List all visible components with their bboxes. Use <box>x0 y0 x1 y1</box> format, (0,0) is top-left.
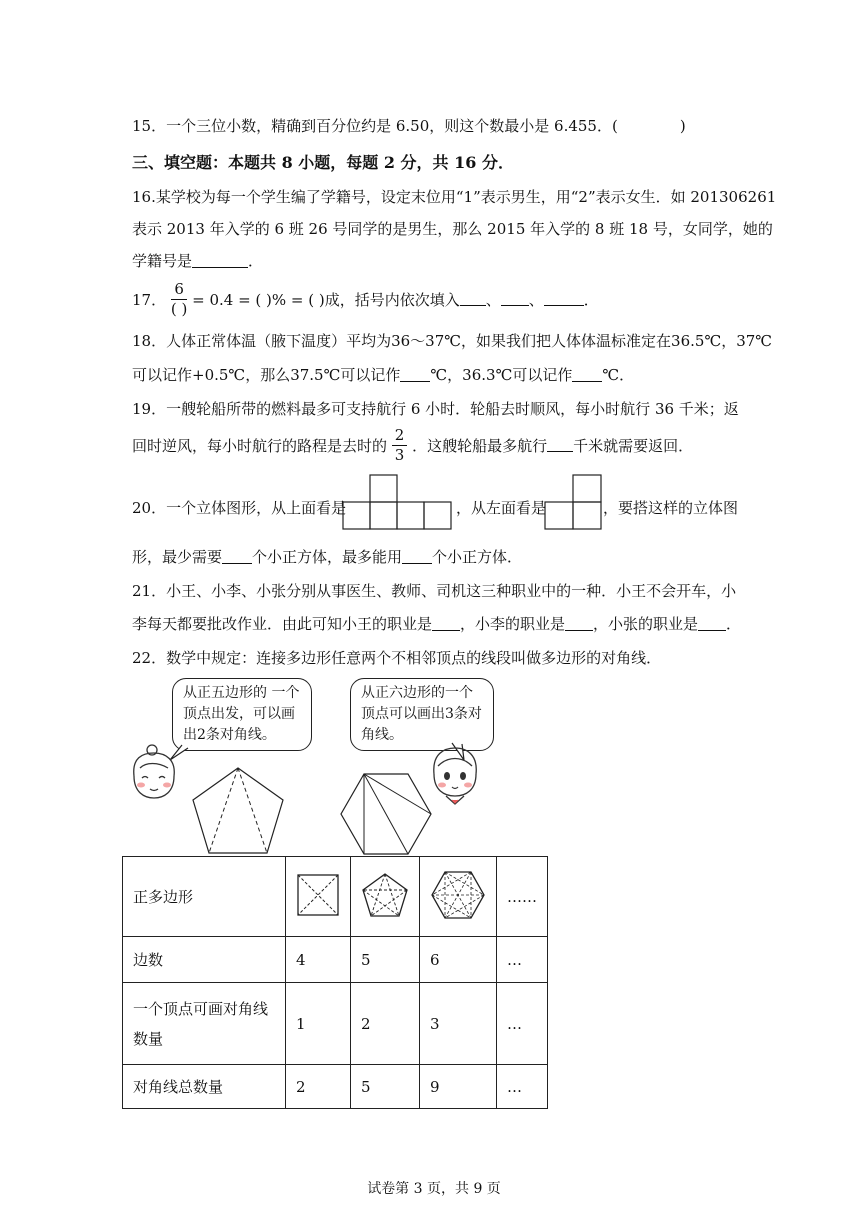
row-header: 对角线总数量 <box>123 1065 286 1109</box>
fraction <box>392 428 408 463</box>
question-19-line-1: 19．一艘轮船所带的燃料最多可支持航行 6 小时．轮船去时顺风，每小时航行 36 千米；返 <box>132 400 739 418</box>
fraction-denominator: 3 <box>394 446 405 464</box>
row-header: 一个顶点可画对角线数量 <box>123 983 286 1065</box>
square-diagonals-icon <box>296 873 340 917</box>
square-cell <box>286 857 351 937</box>
pentagon-cell <box>351 857 420 937</box>
question-21-text-b: ，小李的职业是 <box>460 615 566 633</box>
section-heading: 三、填空题：本题共 8 小题，每题 2 分，共 16 分． <box>132 153 514 172</box>
question-20-part-1: 20．一个立体图形，从上面看是 <box>132 499 347 517</box>
question-20-text-b: 个小正方体，最多能用 <box>252 548 403 566</box>
question-19-line-2 <box>132 428 693 463</box>
left-view-figure <box>544 474 602 530</box>
question-19-text-b: ．这艘轮船最多航行 <box>412 437 548 455</box>
fraction-denominator: ( ) <box>170 300 188 318</box>
answer-blank[interactable] <box>547 437 573 452</box>
question-21-text-c: ，小张的职业是 <box>593 615 699 633</box>
question-20-part-3: ，要搭这样的立体图 <box>603 499 739 517</box>
answer-blank-1[interactable] <box>432 616 460 631</box>
table-cell: 3 <box>420 983 497 1065</box>
question-18-text-b: ℃，36.3℃可以记作 <box>430 366 573 384</box>
question-21-line-1: 21．小王、小李、小张分别从事医生、教师、司机这三种职业中的一种．小王不会开车，小 <box>132 582 737 600</box>
question-20-text-c: 个小正方体． <box>432 548 523 566</box>
table-cell: 5 <box>351 937 420 983</box>
question-18-line-2 <box>132 364 634 385</box>
answer-blank-2[interactable] <box>572 367 602 382</box>
question-15 <box>132 115 686 136</box>
question-21-text-a: 李每天都要批改作业．由此可知小王的职业是 <box>132 615 433 633</box>
question-20-text-a: 形，最少需要 <box>132 548 223 566</box>
table-cell: 5 <box>351 1065 420 1109</box>
speech-bubble-girl: 从正五边形的 一个顶点出发，可以画出2条对角线。 <box>172 678 312 751</box>
row-header: 边数 <box>123 937 286 983</box>
table-cell: 4 <box>286 937 351 983</box>
hexagon-all-diagonals-icon <box>430 870 486 920</box>
table-cell: 9 <box>420 1065 497 1109</box>
answer-blank[interactable] <box>192 253 248 268</box>
question-20-part-2: ，从左面看是 <box>456 499 547 517</box>
question-18-line-1: 18．人体正常体温（腋下温度）平均为36～37℃，如果我们把人体体温标准定在36.5℃，37℃ <box>132 332 773 350</box>
hexagon-diagonals-figure <box>338 772 434 856</box>
top-view-figure <box>342 474 454 530</box>
ellipsis-cell: …… <box>497 857 548 937</box>
question-22-text: 22．数学中规定：连接多边形任意两个不相邻顶点的线段叫做多边形的对角线． <box>132 649 662 667</box>
answer-blank-2[interactable] <box>402 549 432 564</box>
fraction-numerator: 6 <box>171 282 187 300</box>
answer-blank-2[interactable] <box>501 291 529 306</box>
question-16-line-3 <box>132 250 263 271</box>
answer-blank-3[interactable] <box>544 291 584 306</box>
separator: 、 <box>528 291 544 309</box>
punct: ． <box>248 252 264 270</box>
question-16-line-2: 表示 2013 年入学的 6 班 26 号同学的是男生，那么 2015 年入学的 8 班 18 号，女同学，她的 <box>132 220 773 238</box>
table-cell: 1 <box>286 983 351 1065</box>
question-16-line-1: 16.某学校为每一个学生编了学籍号，设定末位用“1”表示男生，用“2”表示女生．如 201306261 <box>132 188 777 206</box>
page-footer: 试卷第 3 页，共 9 页 <box>367 1181 501 1197</box>
hexagon-cell <box>420 857 497 937</box>
answer-blank-1[interactable] <box>460 291 486 306</box>
polygon-diagonal-table <box>122 856 548 1109</box>
table-cell: 2 <box>351 983 420 1065</box>
answer-blank-1[interactable] <box>222 549 252 564</box>
question-17-text: = 0.4 = ( )% = ( )成，括号内依次填入 <box>192 291 460 309</box>
question-17-label: 17． <box>132 291 167 309</box>
boy-cartoon-icon <box>428 744 482 806</box>
table-row <box>123 937 548 983</box>
question-15-close: ) <box>679 117 686 135</box>
pentagon-all-diagonals-icon <box>361 872 409 918</box>
table-cell: 2 <box>286 1065 351 1109</box>
question-19-text-c: 千米就需要返回． <box>573 437 694 455</box>
row-header: 正多边形 <box>123 857 286 937</box>
table-cell: … <box>497 937 548 983</box>
question-19-text-a: 回时逆风，每小时航行的路程是去时的 <box>132 437 388 455</box>
fraction-numerator: 2 <box>392 428 408 446</box>
table-row <box>123 1065 548 1109</box>
question-18-text-a: 可以记作+0.5℃，那么37.5℃可以记作 <box>132 366 401 384</box>
punct: ． <box>583 291 599 309</box>
punct: ． <box>726 615 742 633</box>
separator: 、 <box>485 291 501 309</box>
answer-blank-3[interactable] <box>698 616 726 631</box>
table-cell: … <box>497 1065 548 1109</box>
table-row <box>123 983 548 1065</box>
fraction <box>171 282 187 317</box>
table-cell: … <box>497 983 548 1065</box>
girl-cartoon-icon <box>128 742 180 800</box>
question-15-text: 15．一个三位小数，精确到百分位约是 6.50，则这个数最小是 6.455．( <box>132 117 618 135</box>
question-20-line-2 <box>132 546 522 567</box>
question-16-text: 学籍号是 <box>132 252 193 270</box>
question-21-line-2 <box>132 613 741 634</box>
question-17 <box>132 282 599 317</box>
question-18-text-c: ℃． <box>602 366 635 384</box>
pentagon-diagonals-figure <box>190 766 286 856</box>
table-row <box>123 857 548 937</box>
speech-bubble-boy: 从正六边形的一个顶点可以画出3条对角线。 <box>350 678 494 751</box>
answer-blank-1[interactable] <box>400 367 430 382</box>
table-cell: 6 <box>420 937 497 983</box>
answer-blank-2[interactable] <box>565 616 593 631</box>
